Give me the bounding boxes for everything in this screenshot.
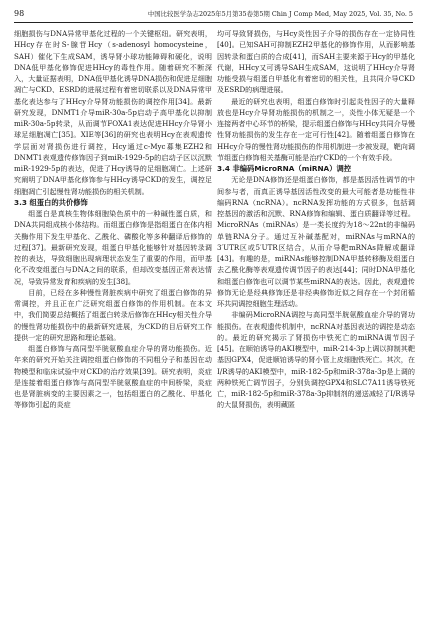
- page-number: 98: [14, 9, 25, 18]
- paragraph: 非编码MicroRNA调控与高同型半胱氨酸血症介导的肾功能损伤。在表观遗传机制中，ncRNA对基因表达的调控是动态的。最近的研究揭示了肾损伤中铁死亡的miRNA调节因子[45]。在顺铂诱导的AKI模型中，miR-214-3p上调以抑制其靶基因GPX4，促进顺铂诱导的肾小管上皮细胞铁死亡。其次，在I/R诱导的AKI模型中，miR-182-5p和miR-378a-3p是上调的两种铁死亡调节因子，分别负调控GPX4和SLC7A11诱导铁死亡，miR-182-5p和miR-378a-3p抑制剂的递送减轻了I/R诱导的大鼠肾损伤，表明藏匿: [217, 310, 415, 410]
- paragraph: 组蛋白是真核生物体细胞染色质中的一种碱性蛋白质，和DNA共同组成核小体结构。而组蛋白修饰是指组蛋白在体内相关酶作用下发生甲基化、乙酰化、磷酸化等多种翻译后修饰的过程[37]。最新研究发现，组蛋白甲基化能够针对基因转录调控的表达，导致细胞出现病理状态发生了重要的作用，而甲基化不改变组蛋白与DNA之间的联系，但却改变基因正常表达情况，导致异常发育和疾病的发生[38]。: [14, 209, 212, 286]
- paragraph: 均可导致肾损伤，与Hcy炎性因子介导的损伤存在一定协同性[40]。已知SAH可抑制EZH2甲基化的修饰作用，从而影响基因转录和蛋白质的合成[41]，而SAH主要来源于Hcy的甲基化代谢，HHcy又可诱导SAH生成SAM，这说明了HHcy介导肾功能受损与组蛋白甲基化有着密切的相关性，且共同介导CKD及ESRD的病理进展。: [217, 29, 415, 95]
- paragraph: 无论是DNA修饰还是组蛋白修饰，都是基因活性调节的中间参与者，而真正诱导基因活性改变的最大可能者是功能性非编码RNA（ncRNA）。ncRNA发挥功能的方式很多，包括调控基因的激活和沉默、RNA修饰和编辑、蛋白质翻译等过程。MicroRNAs（miRNAs）是一类长度约为18～22nt的非编码单链RNA分子。通过互补碱基配对，miRNAs与mRNA的3′UTR区或5′UTR区结合，从而介导靶mRNAs降解或翻译[43]。有趣的是，miRNAs能够控制DNA甲基转移酶及组蛋白去乙酰化酶等表观遗传调节因子的表达[44]；同时DNA甲基化和组蛋白修饰也可以调节某些miRNA的表达。因此，表观遗传修饰无论是经典修饰还是非经典修饰近似之间存在一个封闭循环共同调控细胞生理活动。: [217, 175, 415, 308]
- paragraph: 目前，已经在多种慢性肾脏疾病中研究了组蛋白修饰的异常调控，并且正在广泛研究组蛋白修饰的作用机制。在本文中，我们简要总结概括了组蛋白转录后修饰在HHcy相关性介导的慢性肾功能损伤中的最新研究进展，为CKD的目后研究工作提供一定的研究思路和理论基础。: [14, 287, 212, 342]
- section-heading-3-4: 3.4 非编码MicroRNA（miRNA）调控: [217, 164, 352, 173]
- right-column: [217, 28, 415, 620]
- left-column: [14, 28, 212, 620]
- paragraph: 最近的研究也表明，组蛋白修饰时引起炎性因子的大量释放也是Hcy介导肾功能损伤的机制之一，炎性小体无疑是一个连接两者中心环节的桥梁，提示组蛋白修饰与HHcy共同介导慢性肾功能损伤的发生存在一定可行性[42]。随着组蛋白修饰在HHcy介导的慢性肾功能损伤的作用机制进一步被发现，靶向调节组蛋白修饰相关基酶可能是治疗CKD的一个有效手段。: [217, 96, 415, 162]
- running-header: [14, 8, 413, 20]
- section-heading-3-3: 3.3 组蛋白的共价修饰: [14, 197, 88, 207]
- paragraph: 组蛋白修饰与高同型半胱氨酸血症介导的肾功能损伤。近年来的研究开始关注调控组蛋白修饰的不同粗分子和基因在动物模型和临床试验中对CKD的治疗效果[39]。研究表明，炎症是连接着组蛋白修饰与高同型半胱氨酸血症的中间桥梁，炎症也是肾脏病变的主要因素之一，包括组蛋白的乙酰化、甲基化等修饰引起的炎症: [14, 344, 212, 410]
- header-rule: [14, 22, 413, 23]
- running-title: 中国比较医学杂志2025年5月第35卷第5期 Chin J Comp Med, May 2025, Vol. 35, No. 5: [147, 10, 413, 18]
- paragraph: 细胞损伤与DNA异常甲基化过程的一个关键枢纽。研究表明，HHcy存在时S-腺苷Hcy（s-adenosyl homocysteine，SAH）催化下生成SAM，诱导肾小球功能障碍和硬化，说明DNA低甲基化修饰促进HHcy的毒性作用。随着研究不断深入，大量证据表明，DNA低甲基化诱导DNA损伤和促进足细胞凋亡与CKD、ESRD的进展过程有着密切联系以及DNA异常甲基化表达参与了HHcy介导肾功能损伤的调控作用[34]。最新研究发现，DNMT1介导miR-30a-5p启动子高甲基化以抑制miR-30a-5p转录，从而调节FOXA1表达促进HHcy介导肾小球足细胞凋亡[35]。XIE等[36]的研究也表明Hcy在表观遗传学层面对肾损伤进行调控，Hcy通过c-Myc募集EZH2和DNMT1表观遗传修饰因子到miR-1929-5p的启动子区以沉默miR-1929-5p的表达，促进了Hcy诱导的足细胞凋亡。上述研究阐明了DNA甲基化修饰参与HHcy诱导CKD的发生，调控足细胞凋亡引起慢性肾功能损伤的相关机制。: [14, 29, 212, 196]
